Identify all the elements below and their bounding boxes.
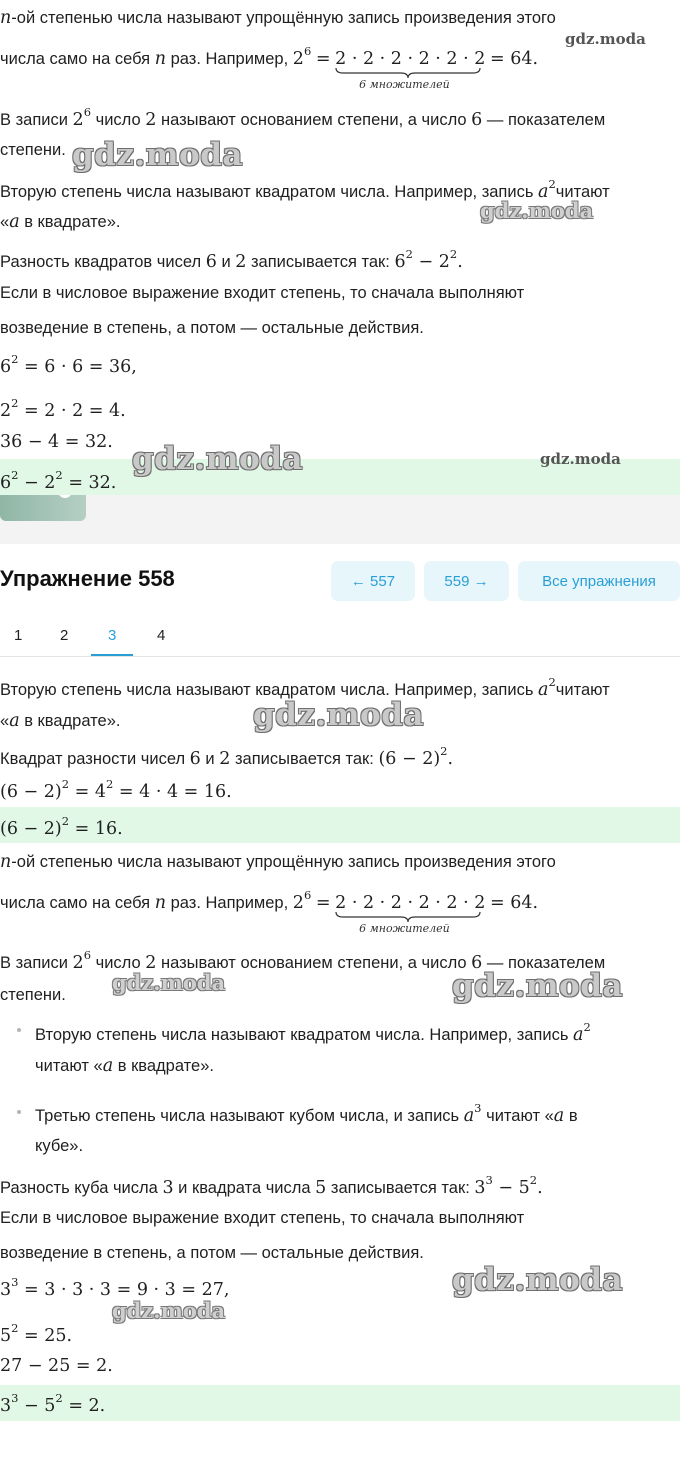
all-exercises-button[interactable]: Все упражнения bbox=[518, 561, 680, 601]
p3-square: Вторую степень числа называют квадратом числа. Например, запись $a^2читают$ bbox=[0, 675, 610, 700]
exercise-title: Упражнение 558 bbox=[0, 566, 175, 591]
tab-4[interactable]: 4 bbox=[157, 627, 166, 644]
calc-line2: $2^2 = 2 \cdot 2 = 4$. bbox=[0, 396, 126, 421]
next-exercise-button[interactable]: 559 → bbox=[424, 561, 509, 601]
p3-sqdiff: Квадрат разности чисел 6 и 2 записывается так: $(6 - 2)^2$. bbox=[0, 744, 454, 769]
p3-calc2: $5^2 = 25$. bbox=[0, 1321, 73, 1346]
intro-square: Вторую степень числа называют квадратом числа. Например, запись $a^2читают$ bbox=[0, 177, 610, 202]
p3-power-line1: n-ой степенью числа называют упрощённую запись произведения этого bbox=[0, 852, 556, 872]
p3-sqcalc: $(6 - 2)^2 = 4^2 = 4 \cdot 4 = 16$. bbox=[0, 777, 232, 802]
active-tab-indicator bbox=[91, 654, 133, 656]
p3-cube: Разность куба числа 3 и квадрата числа 5 записывается так: $3^3 - 5^2$. bbox=[0, 1173, 543, 1198]
tab-3[interactable]: 3 bbox=[108, 627, 117, 644]
product-with-brace: 2 · 2 · 2 · 2 · 2 · 2 6 множителей bbox=[335, 893, 486, 935]
intro-square-2: «a в квадрате». bbox=[0, 212, 121, 232]
watermark: gdz.moda bbox=[452, 968, 623, 1004]
p3-calc1: $3^3 = 3 \cdot 3 \cdot 3 = 9 \cdot 3 = 27$, bbox=[0, 1275, 230, 1300]
p3-bullet2: Третью степень числа называют кубом числа, и запись $a^3$ читают «a в bbox=[35, 1101, 578, 1126]
watermark: gdz.moda bbox=[565, 30, 646, 48]
answer-line: $6^2 - 2^2 = 32$. bbox=[0, 468, 117, 493]
p3-square-2: «a в квадрате». bbox=[0, 711, 121, 731]
math-var: n bbox=[0, 8, 12, 28]
p3-record-2: степени. bbox=[0, 986, 66, 1004]
p3-sq-answer: $(6 - 2)^2 = 16$. bbox=[0, 814, 123, 839]
p3-rule1: Если в числовое выражение входит степень, то сначала выполняют bbox=[0, 1209, 525, 1227]
p3-bullet1: Вторую степень числа называют квадратом числа. Например, запись $a^2$ bbox=[35, 1020, 591, 1045]
p3-rule2: возведение в степень, а потом — остальные действия. bbox=[0, 1244, 424, 1262]
tab-2[interactable]: 2 bbox=[60, 627, 69, 644]
watermark: gdz.moda bbox=[540, 450, 621, 468]
product-with-brace: 2 · 2 · 2 · 2 · 2 · 2 6 множителей bbox=[335, 49, 486, 91]
p3-answer: $3^3 - 5^2 = 2$. bbox=[0, 1391, 106, 1416]
p3-power-line2: числа само на себя n раз. Например, $2^6 = 2 \cdot 2 \cdot 2 \cdot 2 \cdot 2 \cdot 2$ 6 множителей = 64. bbox=[0, 888, 539, 935]
intro-difference: Разность квадратов чисел 6 и 2 записывается так: $6^2 - 2^2$. bbox=[0, 247, 463, 272]
tabs-divider bbox=[0, 656, 680, 657]
bullet-icon bbox=[17, 1110, 21, 1114]
calc-line3: 36 − 4 = 32. bbox=[0, 432, 113, 452]
intro-rule1: Если в числовое выражение входит степень, то сначала выполняют bbox=[0, 284, 525, 302]
p3-bullet1-2: читают «a в квадрате». bbox=[35, 1056, 214, 1076]
watermark: gdz.moda bbox=[480, 198, 594, 223]
intro-line4: степени. bbox=[0, 141, 66, 159]
watermark: gdz.moda bbox=[72, 137, 243, 173]
intro-line3: В записи $2^6$ число 2 называют основанием степени, а число 6 — показателем bbox=[0, 105, 606, 130]
p3-record: В записи $2^6$ число 2 называют основанием степени, а число 6 — показателем bbox=[0, 948, 606, 973]
watermark: gdz.moda bbox=[253, 697, 424, 733]
prev-exercise-button[interactable]: ← 557 bbox=[331, 561, 415, 601]
p3-calc3: 27 − 25 = 2. bbox=[0, 1356, 113, 1376]
intro-line1: n-ой степенью числа называют упрощённую запись произведения этого bbox=[0, 8, 556, 28]
intro-rule2: возведение в степень, а потом — остальные действия. bbox=[0, 319, 424, 337]
calc-line1: $6^2 = 6 \cdot 6 = 36$, bbox=[0, 352, 137, 377]
tab-1[interactable]: 1 bbox=[14, 627, 23, 644]
watermark: gdz.moda bbox=[112, 1298, 226, 1323]
watermark: gdz.moda bbox=[132, 441, 303, 477]
watermark: gdz.moda bbox=[112, 970, 226, 995]
watermark: gdz.moda bbox=[452, 1262, 623, 1298]
p3-bullet2-2: кубе». bbox=[35, 1137, 84, 1155]
intro-line2: числа само на себя n раз. Например, $2^6 = 2 \cdot 2 \cdot 2 \cdot 2 \cdot 2 \cdot 2$ 6 множителей = 64. bbox=[0, 44, 539, 91]
bullet-icon bbox=[17, 1028, 21, 1032]
